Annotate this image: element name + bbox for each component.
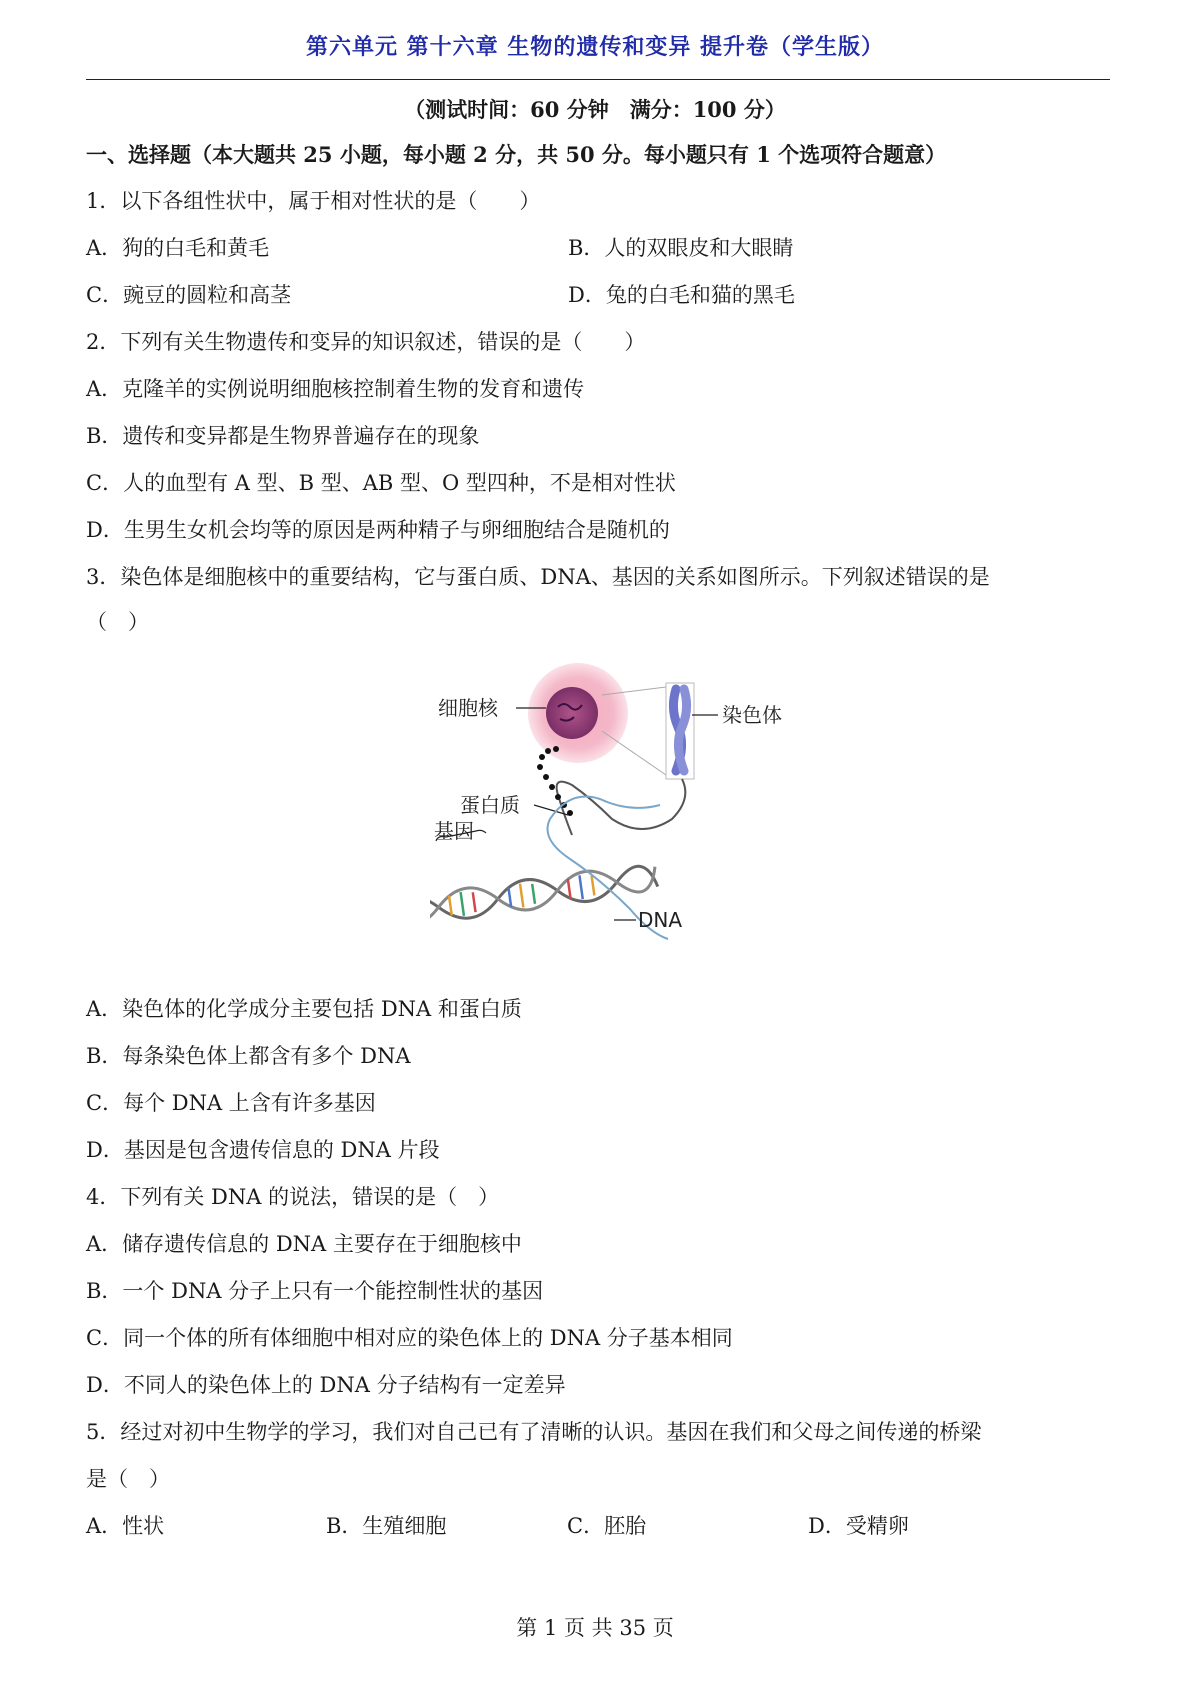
question-2-option-d: D．生男生女机会均等的原因是两种精子与卵细胞结合是随机的 — [86, 518, 670, 542]
question-3-option-d: D．基因是包含遗传信息的 DNA 片段 — [86, 1138, 440, 1162]
question-5-option-b: B．生殖细胞 — [326, 1514, 447, 1538]
question-3-option-b: B．每条染色体上都含有多个 DNA — [86, 1044, 411, 1068]
question-3-stem: 3．染色体是细胞核中的重要结构，它与蛋白质、DNA、基因的关系如图所示。下列叙述错误的是 — [86, 565, 990, 589]
question-5-stem: 5．经过对初中生物学的学习，我们对自己已有了清晰的认识。基因在我们和父母之间传递的桥梁 — [86, 1420, 982, 1444]
question-4-stem: 4．下列有关 DNA 的说法，错误的是（ ） — [86, 1185, 500, 1209]
label-gene: 基因 — [434, 819, 474, 843]
question-5-stem-cont: 是（ ） — [86, 1467, 170, 1491]
label-protein: 蛋白质 — [460, 793, 520, 817]
question-3-option-c: C．每个 DNA 上含有许多基因 — [86, 1091, 376, 1115]
section-heading: 一、选择题（本大题共 25 小题，每小题 2 分，共 50 分。每小题只有 1 个选项符合题意） — [86, 142, 947, 167]
question-5-option-a: A．性状 — [86, 1514, 165, 1538]
question-2-option-b: B．遗传和变异都是生物界普遍存在的现象 — [86, 424, 480, 448]
question-4-option-c: C．同一个体的所有体细胞中相对应的染色体上的 DNA 分子基本相同 — [86, 1326, 733, 1350]
label-nucleus: 细胞核 — [438, 696, 498, 720]
chromosome-diagram — [430, 655, 810, 980]
document-title: 第六单元 第十六章 生物的遗传和变异 提升卷（学生版） — [306, 35, 884, 60]
question-1-option-a: A．狗的白毛和黄毛 — [86, 236, 270, 260]
question-2-option-c: C．人的血型有 A 型、B 型、AB 型、O 型四种，不是相对性状 — [86, 471, 676, 495]
question-5-option-c: C．胚胎 — [567, 1514, 647, 1538]
label-dna: DNA — [638, 908, 683, 932]
question-4-option-d: D．不同人的染色体上的 DNA 分子结构有一定差异 — [86, 1373, 566, 1397]
question-4-option-a: A．储存遗传信息的 DNA 主要存在于细胞核中 — [86, 1232, 522, 1256]
test-info: （测试时间：60 分钟 满分：100 分） — [404, 97, 786, 122]
question-1-option-b: B．人的双眼皮和大眼睛 — [568, 236, 794, 260]
question-4-option-b: B．一个 DNA 分子上只有一个能控制性状的基因 — [86, 1279, 544, 1303]
question-2-option-a: A．克隆羊的实例说明细胞核控制着生物的发育和遗传 — [86, 377, 585, 401]
question-3-option-a: A．染色体的化学成分主要包括 DNA 和蛋白质 — [86, 997, 522, 1021]
question-1-option-c: C．豌豆的圆粒和高茎 — [86, 283, 292, 307]
question-1-option-d: D．兔的白毛和猫的黑毛 — [568, 283, 795, 307]
question-5-option-d: D．受精卵 — [808, 1514, 909, 1538]
question-3-stem-cont: （ ） — [86, 610, 149, 634]
question-1-stem: 1．以下各组性状中，属于相对性状的是（ ） — [86, 189, 541, 213]
label-chromosome: 染色体 — [722, 703, 782, 727]
page-number: 第 1 页 共 35 页 — [516, 1616, 674, 1640]
nucleus-illustration — [546, 687, 598, 739]
question-2-stem: 2．下列有关生物遗传和变异的知识叙述，错误的是（ ） — [86, 330, 646, 354]
header-divider — [86, 79, 1110, 80]
